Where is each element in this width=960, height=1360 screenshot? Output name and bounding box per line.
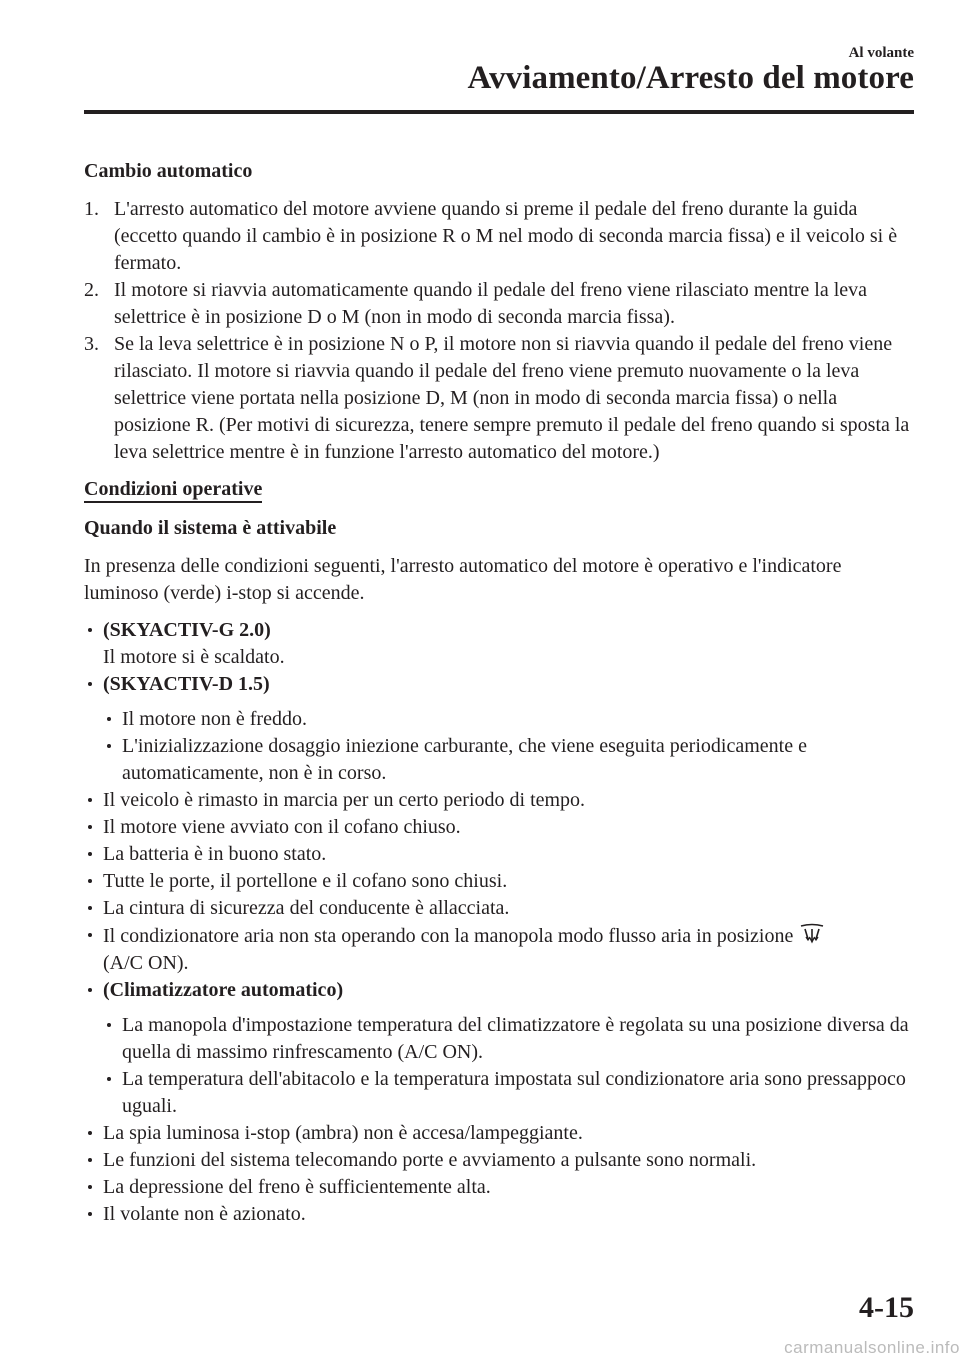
- list-item-text: Il volante non è azionato.: [103, 1203, 306, 1225]
- list-item: [103, 1012, 916, 1066]
- bullet-icon: [88, 1131, 92, 1135]
- list-item-text: Il motore viene avviato con il cofano chiuso.: [103, 816, 461, 838]
- list-item: [84, 841, 916, 868]
- list-item: [84, 895, 916, 922]
- bullet-icon: [88, 1185, 92, 1189]
- bullet-icon: [88, 1158, 92, 1162]
- skyactiv-g-label: (SKYACTIV-G 2.0): [103, 619, 271, 641]
- list-item-text: La manopola d'impostazione temperatura del climatizzatore è regolata su una posizione diversa da quella di massimo rinfrescamento (A/C ON).: [122, 1014, 909, 1063]
- section-label: Al volante: [848, 45, 914, 61]
- bullet-icon: [88, 1212, 92, 1216]
- aircon-text: Il condizionatore aria non sta operando con la manopola modo flusso aria in posizione: [103, 925, 794, 947]
- bullet-icon: [88, 852, 92, 856]
- list-item-skyactiv-d: [84, 671, 916, 698]
- list-item-text: La depressione del freno è sufficientemente alta.: [103, 1176, 491, 1198]
- bullet-icon: [88, 988, 92, 992]
- list-item-climate: [84, 977, 916, 1004]
- climate-sublist: [103, 1012, 916, 1120]
- bullet-icon: [107, 717, 111, 721]
- list-item-text: Le funzioni del sistema telecomando porte e avviamento a pulsante sono normali.: [103, 1149, 757, 1171]
- list-item-text: Il motore non è freddo.: [122, 708, 307, 730]
- list-item: [84, 1120, 916, 1147]
- bullet-icon: [88, 933, 92, 937]
- list-item: [84, 868, 916, 895]
- list-item: [84, 1174, 916, 1201]
- list-item-text: L'inizializzazione dosaggio iniezione carburante, che viene eseguita periodicamente e automaticamente, non è in corso.: [122, 735, 807, 784]
- numbered-item-3: [84, 331, 916, 466]
- list-item: [84, 1147, 916, 1174]
- list-item-aircon: [84, 922, 916, 977]
- list-item-text: Tutte le porte, il portellone e il cofano sono chiusi.: [103, 870, 508, 892]
- list-item-text: La batteria è in buono stato.: [103, 843, 327, 865]
- skyactiv-g-text: Il motore si è scaldato.: [103, 646, 285, 668]
- list-item: [103, 733, 916, 787]
- automatic-heading: Cambio automatico: [84, 160, 253, 182]
- list-item-skyactiv-g: [84, 617, 916, 671]
- bullet-icon: [88, 825, 92, 829]
- list-item-text: Il veicolo è rimasto in marcia per un certo periodo di tempo.: [103, 789, 586, 811]
- header-rule: [84, 110, 914, 114]
- item-number: 3.: [84, 333, 99, 355]
- numbered-item-2: [84, 277, 916, 331]
- watermark: carmanualsonline.info: [784, 1338, 960, 1357]
- bullet-icon: [88, 879, 92, 883]
- climate-label: (Climatizzatore automatico): [103, 979, 344, 1001]
- item-number: 1.: [84, 198, 99, 220]
- bullet-icon: [88, 906, 92, 910]
- defroster-icon: [799, 922, 825, 944]
- list-item: [84, 814, 916, 841]
- list-item-text: La cintura di sicurezza del conducente è allacciata.: [103, 897, 510, 919]
- page-title: Avviamento/Arresto del motore: [467, 60, 914, 96]
- list-item-text: La spia luminosa i-stop (ambra) non è accesa/lampeggiante.: [103, 1122, 583, 1144]
- list-item: [84, 787, 916, 814]
- bullet-icon: [88, 682, 92, 686]
- bullet-icon: [107, 744, 111, 748]
- skyactiv-d-label: (SKYACTIV-D 1.5): [103, 673, 270, 695]
- item-text: L'arresto automatico del motore avviene quando si preme il pedale del freno durante la guida (eccetto quando il cambio è in posizione R o M nel modo di seconda marcia fissa) e il veicolo si è fermato.: [114, 198, 898, 274]
- item-text: Se la leva selettrice è in posizione N o P, il motore non si riavvia quando il pedale del freno viene rilasciato. Il motore si riavvia quando il pedale del freno viene premuto nuovamente o la leva selettrice viene portata nella posizione D, M (non in modo di seconda marcia fissa) o nella posizione R. (Per motivi di sicurezza, tenere sempre premuto il pedale del freno quando si sposta la leva selettrice mentre è in funzione l'arresto automatico del motore.): [114, 333, 910, 463]
- page-content: [84, 158, 916, 1228]
- item-text: Il motore si riavvia automaticamente quando il pedale del freno viene rilasciato mentre la leva selettrice è in posizione D o M (non in modo di seconda marcia fissa).: [114, 279, 868, 328]
- bullet-icon: [88, 628, 92, 632]
- conditions-heading: Condizioni operative: [84, 477, 262, 503]
- list-item: [84, 1201, 916, 1228]
- page-number: 4-15: [859, 1291, 914, 1324]
- skyactiv-d-sublist: [103, 706, 916, 787]
- item-number: 2.: [84, 279, 99, 301]
- conditions-subheading: Quando il sistema è attivabile: [84, 517, 337, 539]
- bullet-icon: [88, 798, 92, 802]
- list-item: [103, 1066, 916, 1120]
- conditions-intro: In presenza delle condizioni seguenti, l'arresto automatico del motore è operativo e l'indicatore luminoso (verde) i-stop si accende.: [84, 555, 842, 604]
- numbered-item-1: [84, 196, 916, 277]
- list-item: [103, 706, 916, 733]
- bullet-icon: [107, 1077, 111, 1081]
- bullet-icon: [107, 1023, 111, 1027]
- list-item-text: La temperatura dell'abitacolo e la temperatura impostata sul condizionatore aria sono pressappoco uguali.: [122, 1068, 906, 1117]
- aircon-text-after: (A/C ON).: [103, 952, 189, 974]
